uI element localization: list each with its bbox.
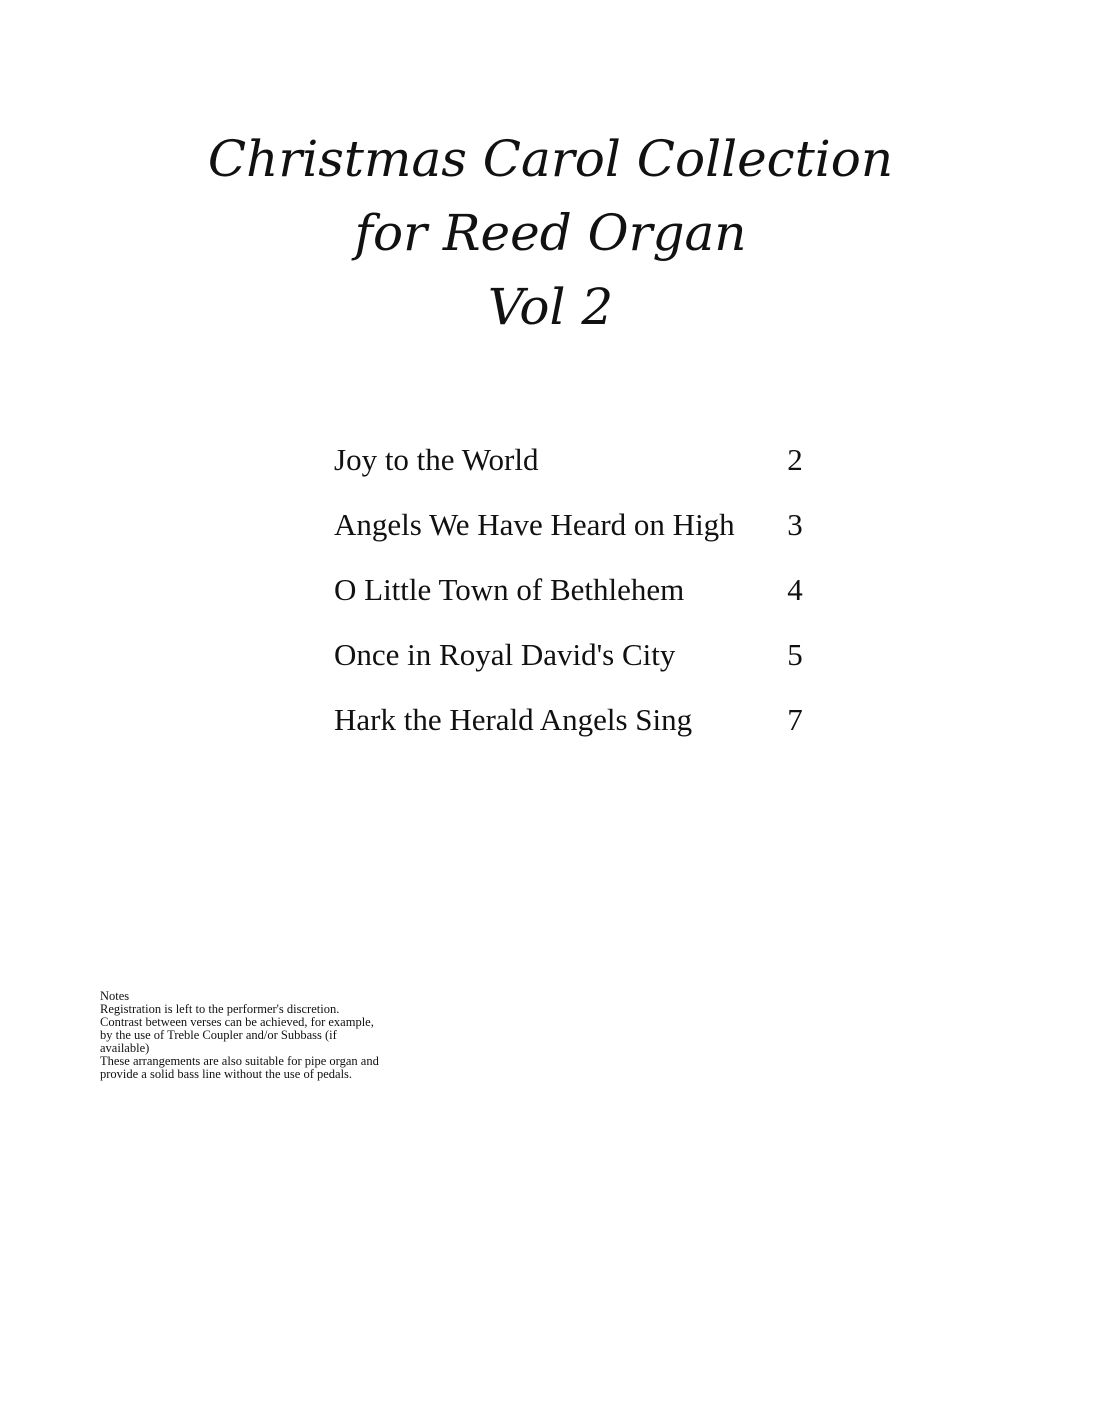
toc-entry (334, 438, 814, 503)
toc-entry (334, 633, 814, 698)
notes-heading: Notes (100, 989, 130, 1003)
toc-entry-title: Angels We Have Heard on High (334, 507, 735, 542)
notes-block (100, 990, 440, 1081)
notes-line: by the use of Treble Coupler and/or Subbass (if (100, 1028, 337, 1042)
document-title (0, 122, 1101, 344)
toc-entry (334, 698, 814, 763)
toc-entry-page: 7 (787, 702, 803, 737)
toc-entry (334, 568, 814, 633)
title-line-3: Vol 2 (487, 278, 614, 336)
notes-line: Registration is left to the performer's discretion. (100, 1002, 340, 1016)
toc-entry (334, 503, 814, 568)
notes-line: These arrangements are also suitable for pipe organ and (100, 1054, 379, 1068)
toc-entry-page: 2 (787, 442, 803, 477)
notes-line: available) (100, 1041, 150, 1055)
toc-entry-title: Hark the Herald Angels Sing (334, 702, 693, 737)
toc-entry-title: O Little Town of Bethlehem (334, 572, 685, 607)
title-line-2: for Reed Organ (354, 204, 747, 262)
title-line-1: Christmas Carol Collection (207, 130, 894, 188)
notes-line: Contrast between verses can be achieved, for example, (100, 1015, 374, 1029)
toc-entry-page: 3 (787, 507, 803, 542)
toc-entry-page: 4 (787, 572, 803, 607)
toc-entry-title: Joy to the World (334, 442, 539, 477)
table-of-contents (334, 438, 814, 763)
toc-entry-title: Once in Royal David's City (334, 637, 676, 672)
toc-entry-page: 5 (787, 637, 803, 672)
notes-line: provide a solid bass line without the use of pedals. (100, 1067, 353, 1081)
